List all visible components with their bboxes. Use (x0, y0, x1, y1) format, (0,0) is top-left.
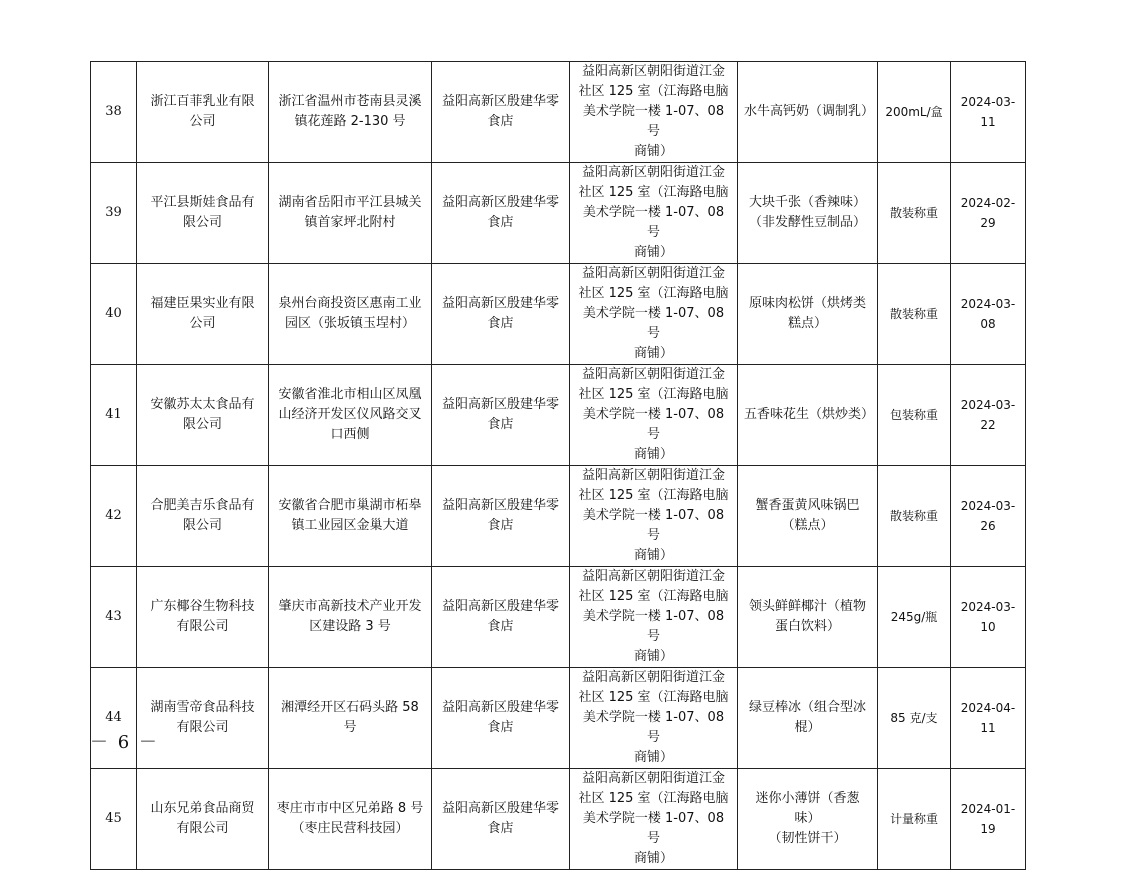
cell-manufacturer: 合肥美吉乐食品有 限公司 (137, 466, 269, 567)
cell-spec: 85 克/支 (878, 668, 951, 769)
cell-date: 2024-03-10 (951, 567, 1026, 668)
cell-sampled-unit: 益阳高新区殷建华零 食店 (432, 769, 570, 870)
cell-sampled-unit: 益阳高新区殷建华零 食店 (432, 163, 570, 264)
table-row (91, 769, 1026, 870)
cell-manufacturer: 广东椰谷生物科技 有限公司 (137, 567, 269, 668)
table-row (91, 163, 1026, 264)
cell-date: 2024-03-11 (951, 62, 1026, 163)
cell-manufacturer: 浙江百菲乳业有限 公司 (137, 62, 269, 163)
cell-index: 44 (91, 668, 137, 769)
cell-spec: 包装称重 (878, 365, 951, 466)
cell-manufacturer-address: 安徽省淮北市相山区凤凰 山经济开发区仪风路交叉 口西侧 (269, 365, 432, 466)
cell-manufacturer-address: 泉州台商投资区惠南工业 园区（张坂镇玉埕村） (269, 264, 432, 365)
cell-product: 领头鲜鲜椰汁（植物 蛋白饮料） (738, 567, 878, 668)
inspection-table (90, 61, 1026, 870)
cell-spec: 散装称重 (878, 466, 951, 567)
cell-manufacturer-address: 肇庆市高新技术产业开发 区建设路 3 号 (269, 567, 432, 668)
cell-date: 2024-03-22 (951, 365, 1026, 466)
cell-product: 五香味花生（烘炒类） (738, 365, 878, 466)
table-row (91, 264, 1026, 365)
cell-spec: 散装称重 (878, 163, 951, 264)
cell-sampled-address: 益阳高新区朝阳街道江金 社区 125 室（江海路电脑 美术学院一楼 1-07、08 号 商铺） (570, 668, 738, 769)
cell-manufacturer: 福建臣果实业有限 公司 (137, 264, 269, 365)
table-row (91, 365, 1026, 466)
cell-index: 40 (91, 264, 137, 365)
cell-product: 大块千张（香辣味） （非发酵性豆制品） (738, 163, 878, 264)
table-body (91, 62, 1026, 870)
table-row (91, 62, 1026, 163)
cell-sampled-unit: 益阳高新区殷建华零 食店 (432, 466, 570, 567)
cell-spec: 散装称重 (878, 264, 951, 365)
table-row (91, 466, 1026, 567)
cell-sampled-address: 益阳高新区朝阳街道江金 社区 125 室（江海路电脑 美术学院一楼 1-07、08 号 商铺） (570, 466, 738, 567)
cell-sampled-unit: 益阳高新区殷建华零 食店 (432, 365, 570, 466)
cell-manufacturer: 山东兄弟食品商贸 有限公司 (137, 769, 269, 870)
cell-manufacturer-address: 湖南省岳阳市平江县城关 镇首家坪北附村 (269, 163, 432, 264)
cell-sampled-unit: 益阳高新区殷建华零 食店 (432, 567, 570, 668)
cell-index: 39 (91, 163, 137, 264)
cell-sampled-address: 益阳高新区朝阳街道江金 社区 125 室（江海路电脑 美术学院一楼 1-07、08 号 商铺） (570, 264, 738, 365)
cell-sampled-address: 益阳高新区朝阳街道江金 社区 125 室（江海路电脑 美术学院一楼 1-07、08 号 商铺） (570, 365, 738, 466)
cell-date: 2024-01-19 (951, 769, 1026, 870)
cell-manufacturer-address: 浙江省温州市苍南县灵溪 镇花莲路 2-130 号 (269, 62, 432, 163)
cell-index: 43 (91, 567, 137, 668)
cell-index: 45 (91, 769, 137, 870)
cell-sampled-unit: 益阳高新区殷建华零 食店 (432, 62, 570, 163)
cell-manufacturer-address: 枣庄市市中区兄弟路 8 号 （枣庄民营科技园） (269, 769, 432, 870)
cell-index: 41 (91, 365, 137, 466)
cell-date: 2024-04-11 (951, 668, 1026, 769)
cell-date: 2024-03-08 (951, 264, 1026, 365)
table-row (91, 668, 1026, 769)
cell-manufacturer: 平江县斯娃食品有 限公司 (137, 163, 269, 264)
cell-product: 迷你小薄饼（香葱味） （韧性饼干） (738, 769, 878, 870)
cell-sampled-unit: 益阳高新区殷建华零 食店 (432, 264, 570, 365)
cell-sampled-address: 益阳高新区朝阳街道江金 社区 125 室（江海路电脑 美术学院一楼 1-07、08 号 商铺） (570, 163, 738, 264)
cell-manufacturer-address: 安徽省合肥市巢湖市柘皋 镇工业园区金巢大道 (269, 466, 432, 567)
cell-sampled-address: 益阳高新区朝阳街道江金 社区 125 室（江海路电脑 美术学院一楼 1-07、08 号 商铺） (570, 567, 738, 668)
cell-date: 2024-02-29 (951, 163, 1026, 264)
cell-manufacturer: 湖南雪帝食品科技 有限公司 (137, 668, 269, 769)
cell-product: 水牛高钙奶（调制乳） (738, 62, 878, 163)
cell-index: 42 (91, 466, 137, 567)
cell-spec: 200mL/盒 (878, 62, 951, 163)
cell-sampled-address: 益阳高新区朝阳街道江金 社区 125 室（江海路电脑 美术学院一楼 1-07、08 号 商铺） (570, 62, 738, 163)
cell-product: 原味肉松饼（烘烤类 糕点） (738, 264, 878, 365)
cell-product: 绿豆棒冰（组合型冰 棍） (738, 668, 878, 769)
cell-index: 38 (91, 62, 137, 163)
cell-manufacturer: 安徽苏太太食品有 限公司 (137, 365, 269, 466)
cell-spec: 245g/瓶 (878, 567, 951, 668)
cell-sampled-unit: 益阳高新区殷建华零 食店 (432, 668, 570, 769)
cell-spec: 计量称重 (878, 769, 951, 870)
table-row (91, 567, 1026, 668)
cell-product: 蟹香蛋黄风味锅巴 （糕点） (738, 466, 878, 567)
cell-sampled-address: 益阳高新区朝阳街道江金 社区 125 室（江海路电脑 美术学院一楼 1-07、08 号 商铺） (570, 769, 738, 870)
cell-date: 2024-03-26 (951, 466, 1026, 567)
cell-manufacturer-address: 湘潭经开区石码头路 58 号 (269, 668, 432, 769)
page-number: － 6 － (90, 732, 159, 753)
